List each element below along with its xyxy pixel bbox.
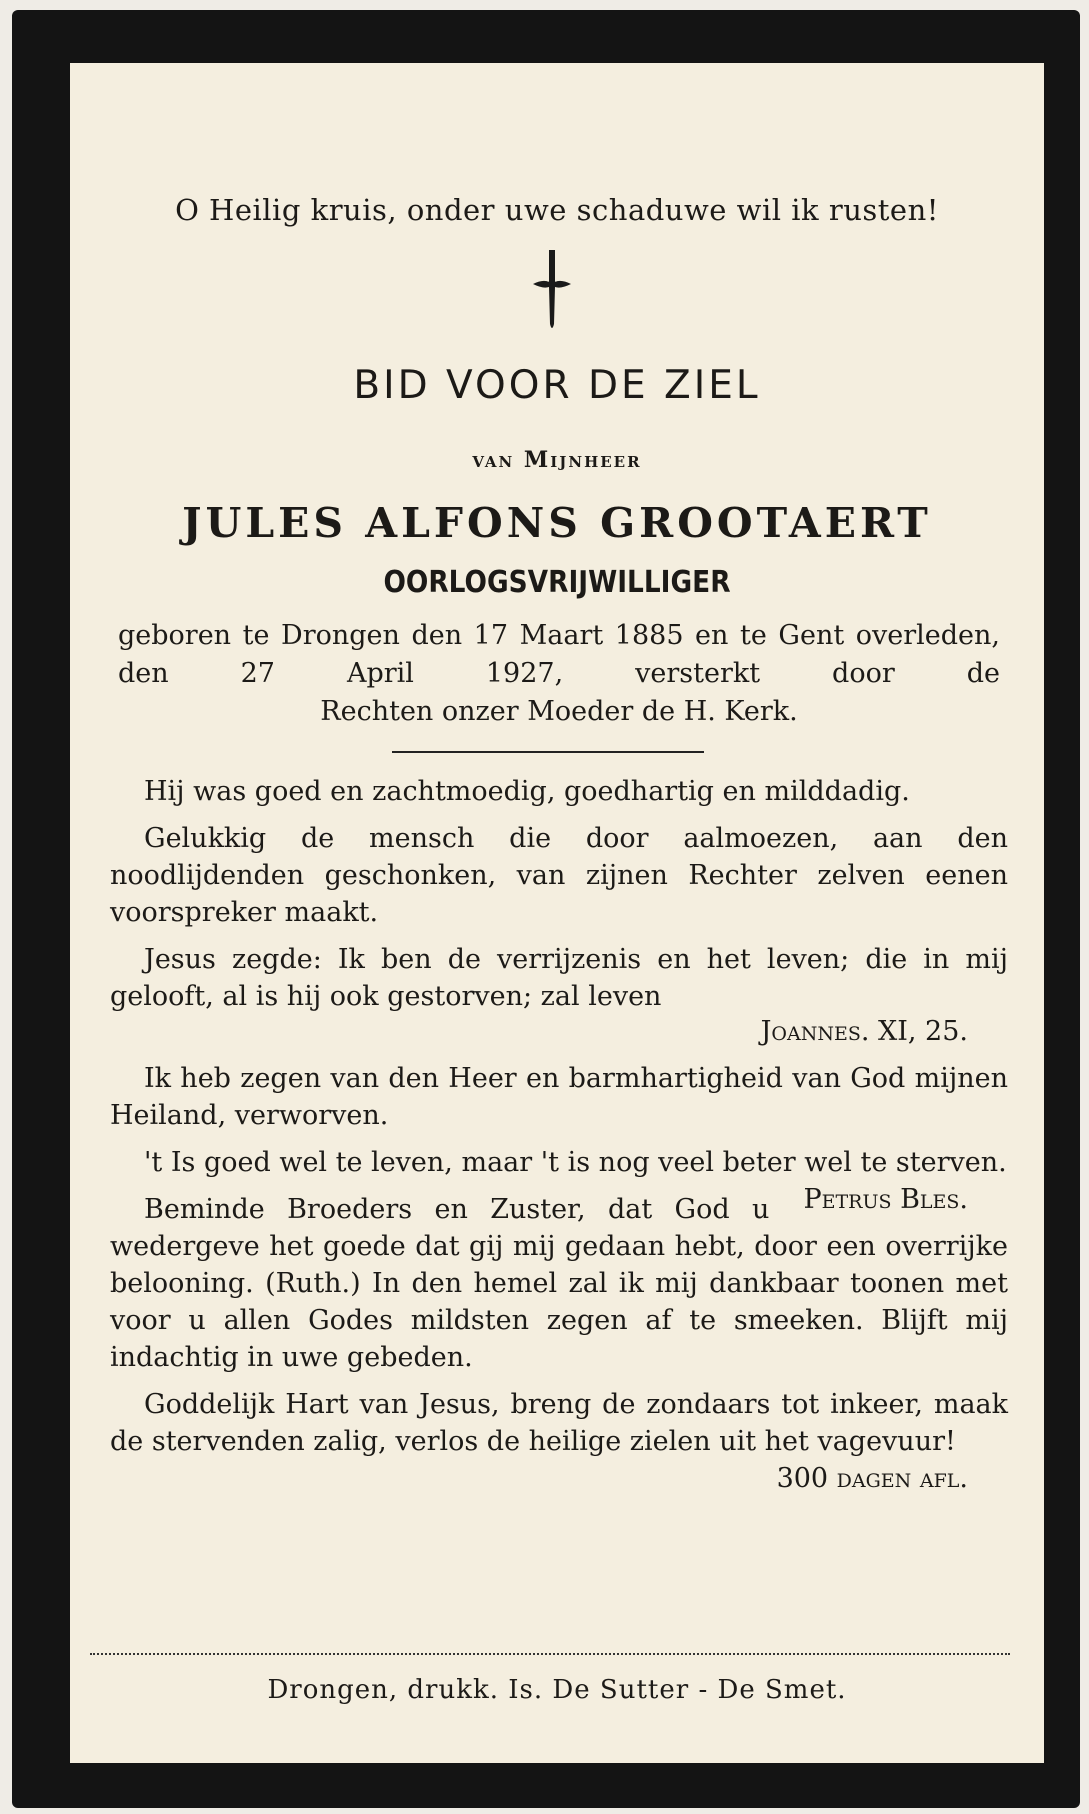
details-line-1: geboren te Drongen den 17 Maart 1885 en te Gent overleden, den 27 April 1927, versterkt door de [118,620,1000,689]
paragraph-7-text: Goddelijk Hart van Jesus, breng de zondaars tot inkeer, maak de stervenden zalig, verlos de heilige zielen uit het vagevuur! [110,1389,1008,1457]
opening-prayer: O Heilig kruis, onder uwe schaduwe wil ik rusten! [175,193,939,227]
quote-author: Petrus Bles. [803,1184,968,1215]
printer-credit: Drongen, drukk. Is. De Sutter - De Smet. [267,1675,847,1705]
memorial-text [110,773,1008,1497]
divider [392,751,704,753]
paragraph-5-text: 't Is goed wel te leven, maar 't is nog veel beter wel te sterven. [144,1147,1007,1178]
paragraph-7 [110,1386,1008,1494]
paragraph-4: Ik heb zegen van den Heer en barmhartigheid van God mijnen Heiland, verworven. [110,1063,1008,1131]
birth-death-details [118,617,1000,731]
details-line-2: Rechten onzer Moeder de H. Kerk. [320,696,798,727]
deceased-name: JULES ALFONS GROOTAERT [182,499,932,547]
dotted-divider [90,1653,1010,1655]
cross-icon [527,246,577,336]
paragraph-2: Gelukkig de mensch die door aalmoezen, aan den noodlijdenden geschonken, van zijnen Rechter zelven eenen voorspreker maakt. [110,823,1008,928]
memorial-card [12,10,1080,1808]
card-paper [70,63,1044,1763]
paragraph-3 [110,941,1008,1050]
paragraph-3-text: Jesus zegde: Ik ben de verrijzenis en het leven; die in mij gelooft, al is hij ook gestorven; zal leven [110,944,1008,1012]
van-mijnheer: van Mijnheer [472,447,642,473]
heading: BID VOOR DE ZIEL [353,363,761,408]
paragraph-6: Beminde Broeders en Zuster, dat God u wedergeve het goede dat gij mij gedaan hebt, door een overrijke belooning. (Ruth.) In den hemel zal ik mij dankbaar toonen met voor u allen Godes mildsten zegen af te smeeken. Blijft mij indachtig in uwe gebeden. [110,1194,1008,1373]
occupation: OORLOGSVRIJWILLIGER [383,565,731,600]
paragraph-1: Hij was goed en zachtmoedig, goedhartig en milddadig. [144,776,910,807]
scripture-reference: Joannes. XI, 25. [760,1016,968,1047]
paragraph-5 [110,1144,1008,1215]
indulgence-note: 300 dagen afl. [776,1463,968,1494]
